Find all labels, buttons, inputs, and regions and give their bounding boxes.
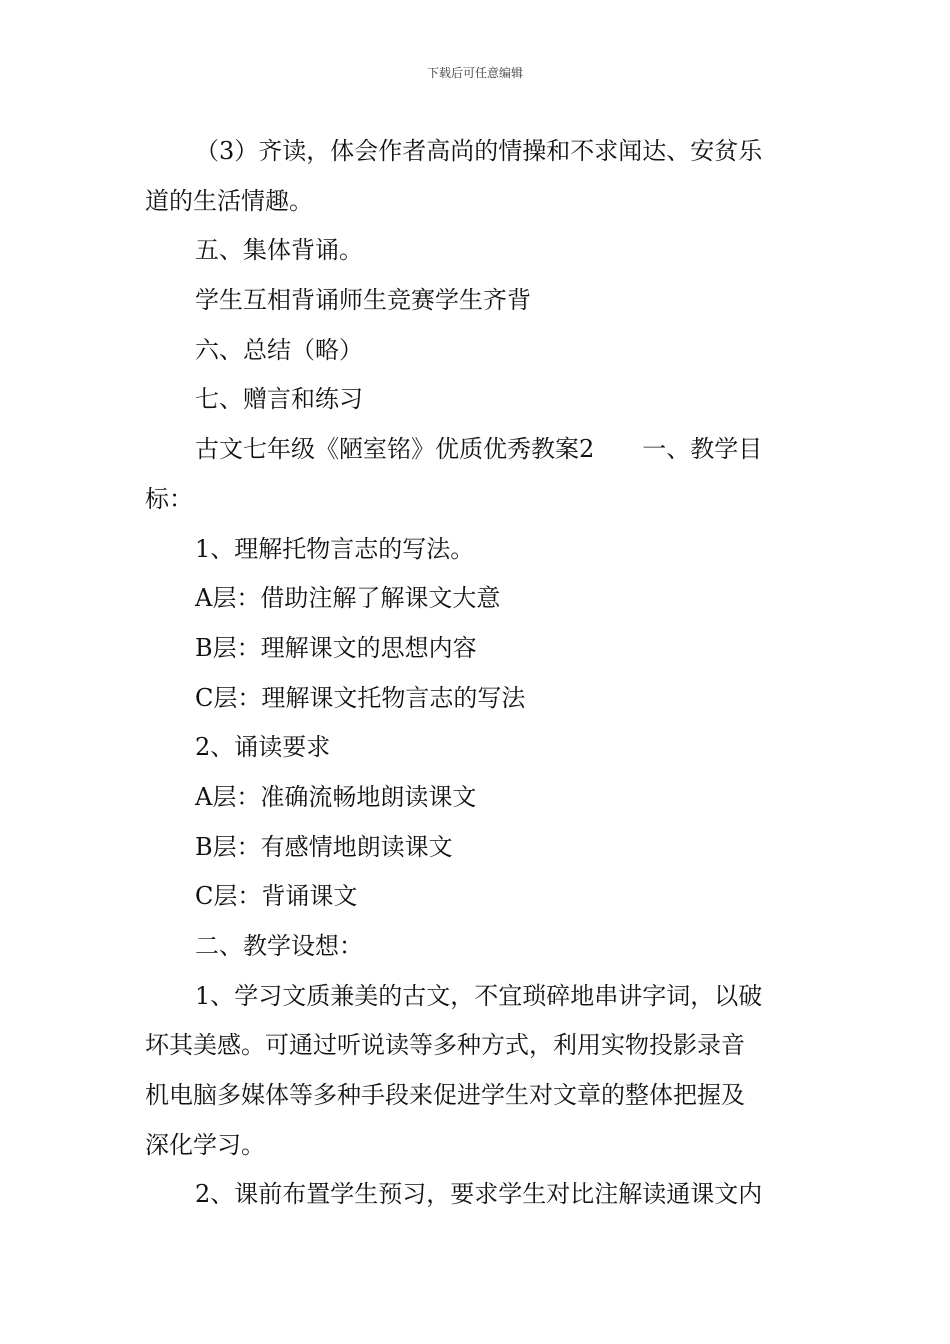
- list-item: A层：借助注解了解课文大意: [195, 584, 501, 613]
- document-body: [145, 127, 807, 1220]
- list-item: B层：有感情地朗读课文: [195, 832, 453, 861]
- section-heading: 五、集体背诵。: [195, 236, 363, 265]
- section-heading: 二、教学设想：: [195, 932, 363, 960]
- list-item: 2、诵读要求: [195, 733, 331, 762]
- paragraph-line: 道的生活情趣。: [145, 186, 313, 215]
- paragraph-line: 深化学习。: [145, 1130, 265, 1159]
- paragraph-line: 1、学习文质兼美的古文，不宜琐碎地串讲字词，以破: [195, 981, 763, 1010]
- list-item: C层：理解课文托物言志的写法: [195, 683, 526, 712]
- paragraph-line: 2、课前布置学生预习，要求学生对比注解读通课文内: [195, 1180, 763, 1209]
- list-item: 1、理解托物言志的写法。: [195, 534, 475, 563]
- paragraph-line: 机电脑多媒体等多种手段来促进学生对文章的整体把握及: [145, 1081, 745, 1110]
- paragraph-line: （3）齐读，体会作者高尚的情操和不求闻达、安贫乐: [195, 137, 763, 165]
- paragraph-line: 古文七年级《陋室铭》优质优秀教案2 一、教学目: [195, 435, 763, 464]
- section-heading: 七、赠言和练习: [195, 385, 363, 414]
- list-item: A层：准确流畅地朗读课文: [195, 782, 477, 811]
- section-heading: 六、总结（略）: [195, 335, 363, 364]
- page-header-note: 下载后可任意编辑: [426, 66, 523, 80]
- list-item: C层：背诵课文: [195, 882, 358, 911]
- paragraph-line: 坏其美感。可通过听说读等多种方式，利用实物投影录音: [145, 1031, 745, 1060]
- paragraph-line: 学生互相背诵师生竞赛学生齐背: [195, 286, 531, 315]
- paragraph-line: 标：: [145, 484, 193, 513]
- list-item: B层：理解课文的思想内容: [195, 633, 477, 662]
